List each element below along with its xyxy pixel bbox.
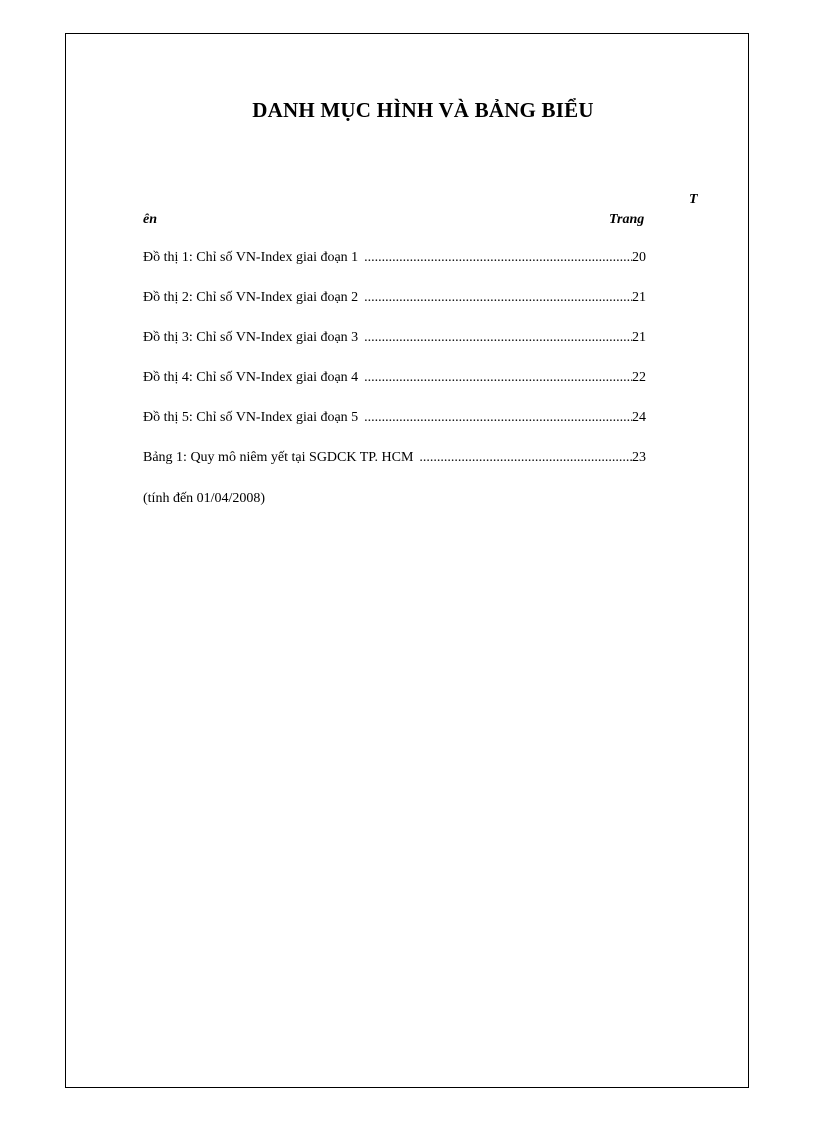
toc-entry-page: 20 <box>632 250 646 265</box>
dot-leader <box>364 290 632 306</box>
toc-entry-label: Đồ thị 1: Chỉ số VN-Index giai đoạn 1 <box>143 250 359 265</box>
toc-entry-3[interactable] <box>143 330 646 370</box>
toc-entry-5[interactable] <box>143 410 646 450</box>
dot-leader <box>364 330 632 346</box>
toc-entry-page: 21 <box>632 290 646 305</box>
dot-leader <box>364 410 632 426</box>
toc-entry-6[interactable] <box>143 450 646 490</box>
toc-list <box>143 250 646 490</box>
toc-entry-label: Đồ thị 3: Chỉ số VN-Index giai đoạn 3 <box>143 330 359 345</box>
toc-entry-label: Bảng 1: Quy mô niêm yết tại SGDCK TP. HCM <box>143 450 414 465</box>
column-header-page: Trang <box>609 212 645 227</box>
page-border <box>65 33 749 1088</box>
toc-entry-label: Đồ thị 2: Chỉ số VN-Index giai đoạn 2 <box>143 290 359 305</box>
toc-entry-label: Đồ thị 4: Chỉ số VN-Index giai đoạn 4 <box>143 370 359 385</box>
column-header-name-rest: ên <box>143 212 157 227</box>
dot-leader <box>364 250 632 266</box>
toc-entry-page: 22 <box>632 370 646 385</box>
toc-entry-page: 24 <box>632 410 646 425</box>
column-header-name-first-letter: T <box>689 192 698 207</box>
toc-entry-4[interactable] <box>143 370 646 410</box>
toc-entry-label: Đồ thị 5: Chỉ số VN-Index giai đoạn 5 <box>143 410 359 425</box>
page-title: DANH MỤC HÌNH VÀ BẢNG BIỂU <box>252 98 594 122</box>
toc-entry-page: 21 <box>632 330 646 345</box>
dot-leader <box>419 450 632 466</box>
toc-entry-page: 23 <box>632 450 646 465</box>
toc-entry-1[interactable] <box>143 250 646 290</box>
toc-entry-note: (tính đến 01/04/2008) <box>143 491 266 506</box>
dot-leader <box>364 370 632 386</box>
toc-entry-2[interactable] <box>143 290 646 330</box>
